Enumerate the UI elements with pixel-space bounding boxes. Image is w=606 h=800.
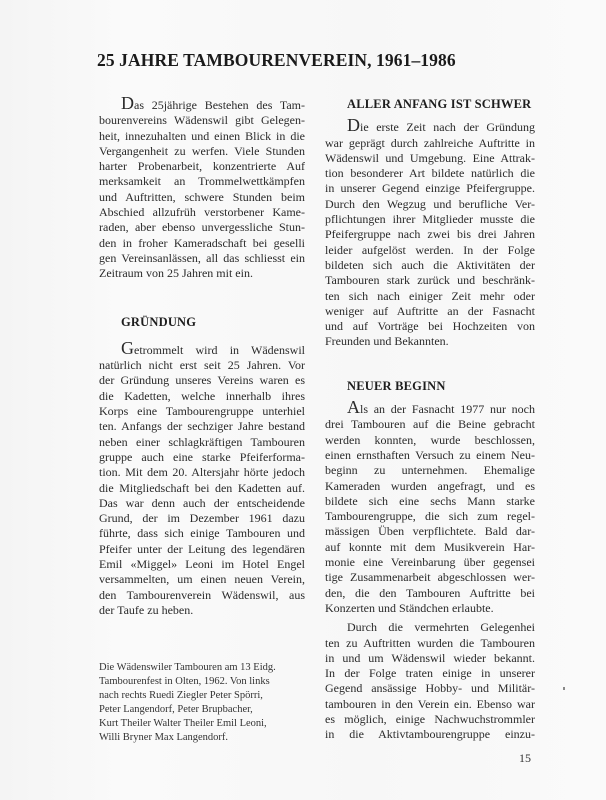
right-column <box>325 97 535 743</box>
print-speck <box>563 687 565 690</box>
left-column <box>99 93 305 618</box>
page-title: 25 JAHRE TAMBOURENVEREIN, 1961–1986 <box>97 50 456 70</box>
intro-paragraph: Das 25jährige Bestehen des Tam- bourenvereins Wädenswil gibt Gelegen- heit, innezuhalten und einen Blick in die Vergangenheit zu werfen. Viele Stunden harter Probenarbeit, konzentrierte Auf merksamkeit an Trommelwettkämpfen und Auftritten, schwere Stunden beim Abschied allzufrüh verstorbener Kame- raden, aber ebenso unvergessliche Stun- den in froher Kameradschaft bei geselli gen Vereinsanlässen, all das schliesst ein Zeitraum von 25 Jahren mit ein. <box>99 93 305 281</box>
neuer-beginn-paragraph: Als an der Fasnacht 1977 nur noch drei Tambouren auf die Beine gebracht werden konnten, wurde beschlossen, einen ernsthaften Versuch zu einem Neu- beginn zu unternehmen. Ehemalige Kameraden wurden angefragt, und es bildete sich eine sechs Mann starke Tambourengruppe, die sich zum regel- mässigen Üben verpflichtete. Bald dar- auf konnte mit dem Musikverein Har- monie eine Vereinbarung über gegensei tige Zusammenarbeit abgeschlossen wer- den, die den Tambouren Auftritte bei Konzerten und Ständchen erlaubte. <box>325 397 535 615</box>
neuer-beginn-paragraph-2: Durch die vermehrten Gelegenhei ten zu Auftritten wurden die Tambouren in und um Wädenswil wieder bekannt. In der Folge traten einige in unserer Gegend ansässige Hobby- und Militär- tambouren in den Verein ein. Ebenso war es möglich, einige Nachwuchstrommler in die Aktivtambourengruppe einzu- <box>325 620 535 742</box>
section-heading-gruendung: GRÜNDUNG <box>121 314 197 329</box>
gruendung-paragraph: Getrommelt wird in Wädenswil natürlich nicht erst seit 25 Jahren. Vor der Gründung unseres Vereins waren es die Kadetten, welche innerhalb ihres Korps eine Tambourengruppe unterhiel ten. Anfangs der sechziger Jahre bestand neben einer schlagkräftigen Tambouren gruppe auch eine starke Pfeiferforma- tion. Mit dem 20. Altersjahr hörte jedoch die Mitgliedschaft bei den Kadetten auf. Das war denn auch der entscheidende Grund, der im Dezember 1961 dazu führte, dass sich einige Tambouren und Pfeifer unter der Leitung des legendären Emil «Miggel» Leoni im Hotel Engel versammelten, um einen neuen Verein, den Tambourenverein Wädenswil, aus der Taufe zu heben. <box>99 337 305 617</box>
section-heading-neuer-beginn: NEUER BEGINN <box>347 378 446 393</box>
page-number: 15 <box>519 751 531 765</box>
dropcap: D <box>347 115 360 136</box>
photo-caption: Die Wädenswiler Tambouren am 13 Eidg. Tambourenfest in Olten, 1962. Von links nach rechts Ruedi Ziegler Peter Spörri, Peter Langendorf, Peter Brupbacher, Kurt Theiler Walter Theiler Emil Leoni, Willi Bryner Max Langendorf. <box>99 662 276 743</box>
dropcap: G <box>121 337 134 358</box>
aller-anfang-paragraph: Die erste Zeit nach der Gründung war geprägt durch zahlreiche Auftritte in Wädenswil und Umgebung. Eine Attrak- tion besonderer Art bildete natürlich die in unserer Gegend einzige Pfeifergruppe. Durch den Wegzug und berufliche Ver- pflichtungen ihrer Mitglieder musste die Pfeifergruppe nach zwei bis drei Jahren leider aufgelöst werden. In der Folge bildeten sich auch die Aktivitäten der Tambouren stark zurück und beschränk- ten sich nach einiger Zeit mehr oder weniger auf Auftritte an der Fasnacht und auf Vorträge bei Hochzeiten von Freunden und Bekannten. <box>325 115 535 349</box>
dropcap: A <box>347 397 360 418</box>
dropcap: D <box>121 93 134 113</box>
section-heading-aller-anfang: ALLER ANFANG IST SCHWER <box>347 97 532 111</box>
